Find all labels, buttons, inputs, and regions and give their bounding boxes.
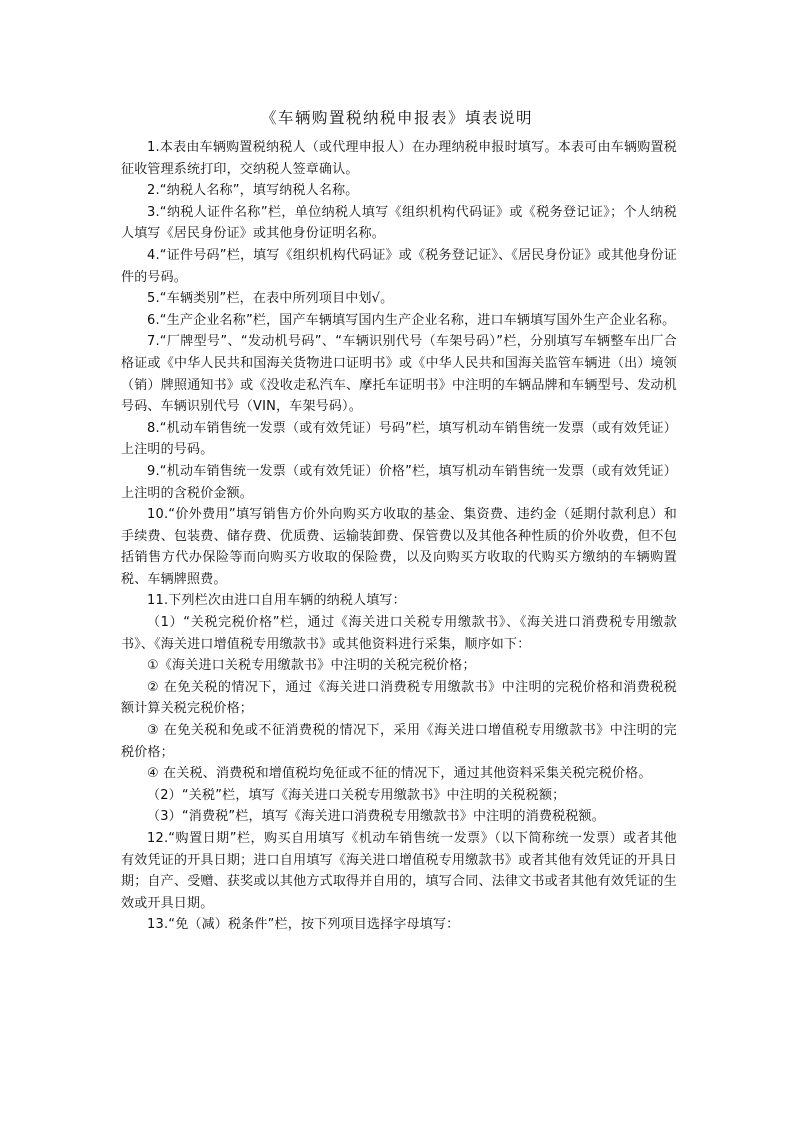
paragraph-11-2: （2）“关税”栏，填写《海关进口关税专用缴款书》中注明的关税税额；: [147, 787, 566, 803]
paragraph-7: 7.“厂牌型号”、“发动机号码”、“车辆识别代号（车架号码）”栏，分别填写车辆整车出厂合格证或《中华人民共和国海关货物进口证明书》或《中华人民共和国海关监管车辆进（出）境领（销）牌照通知书》或《没收走私汽车、摩托车证明书》中注明的车辆品牌和车辆型号、发动机号码、车辆识别代号（VIN，车架号码）。: [121, 334, 677, 415]
paragraph-11-3: （3）“消费税”栏，填写《海关进口消费税专用缴款书》中注明的消费税税额。: [147, 809, 605, 825]
paragraph-2: 2.“纳税人名称”，填写纳税人名称。: [147, 183, 359, 199]
paragraph-3: 3.“纳税人证件名称”栏，单位纳税人填写《组织机构代码证》或《税务登记证》；个人纳税人填写《居民身份证》或其他身份证明名称。: [121, 204, 677, 242]
paragraph-4: 4.“证件号码”栏，填写《组织机构代码证》或《税务登记证》、《居民身份证》或其他身份证件的号码。: [121, 247, 677, 285]
paragraph-11-1: （1）“关税完税价格”栏，通过《海关进口关税专用缴款书》、《海关进口消费税专用缴款书》、《海关进口增值税专用缴款书》或其他资料进行采集，顺序如下：: [121, 615, 677, 652]
paragraph-1: 1.本表由车辆购置税纳税人（或代理申报人）在办理纳税申报时填写。本表可由车辆购置税征收管理系统打印，交纳税人签章确认。: [121, 140, 677, 177]
paragraph-10: 10.“价外费用”填写销售方价外向购买方收取的基金、集资费、违约金（延期付款利息）和手续费、包装费、储存费、优质费、运输装卸费、保管费以及其他各种性质的价外收费，但不包括销售方代办保险等而向购买方收取的保险费，以及向购买方收取的代购买方缴纳的车辆购置税、车辆牌照费。: [121, 507, 677, 587]
paragraph-13: 13.“免（减）税条件”栏，按下列项目选择字母填写：: [147, 917, 460, 933]
document-title: 《车辆购置税纳税申报表》填表说明: [260, 109, 533, 127]
paragraph-8: 8.“机动车销售统一发票（或有效凭证）号码”栏，填写机动车销售统一发票（或有效凭证）上注明的号码。: [121, 420, 677, 458]
paragraph-6: 6.“生产企业名称”栏，国产车辆填写国内生产企业名称，进口车辆填写国外生产企业名称。: [147, 312, 676, 328]
paragraph-11: 11.下列栏次由进口自用车辆的纳税人填写：: [147, 593, 406, 609]
paragraph-11-1-b: ② 在免关税的情况下，通过《海关进口消费税专用缴款书》中注明的完税价格和消费税税额计算关税完税价格；: [121, 679, 677, 717]
paragraph-12: 12.“购置日期”栏，购买自用填写《机动车销售统一发票》（以下简称统一发票）或者其他有效凭证的开具日期；进口自用填写《海关进口增值税专用缴款书》或者其他有效凭证的开具日期；自产、受赠、获奖或以其他方式取得并自用的，填写合同、法律文书或者其他有效凭证的生效或开具日期。: [121, 831, 677, 911]
paragraph-11-1-c: ③ 在免关税和免或不征消费税的情况下，采用《海关进口增值税专用缴款书》中注明的完税价格；: [121, 723, 677, 760]
paragraph-5: 5.“车辆类别”栏，在表中所列项目中划√。: [147, 291, 394, 307]
paragraph-9: 9.“机动车销售统一发票（或有效凭证）价格”栏，填写机动车销售统一发票（或有效凭证）上注明的含税价金额。: [121, 463, 677, 501]
document-body: [121, 137, 677, 936]
paragraph-11-1-d: ④ 在关税、消费税和增值税均免征或不征的情况下，通过其他资料采集关税完税价格。: [147, 766, 652, 782]
paragraph-11-1-a: ①《海关进口关税专用缴款书》中注明的关税完税价格；: [147, 658, 476, 674]
